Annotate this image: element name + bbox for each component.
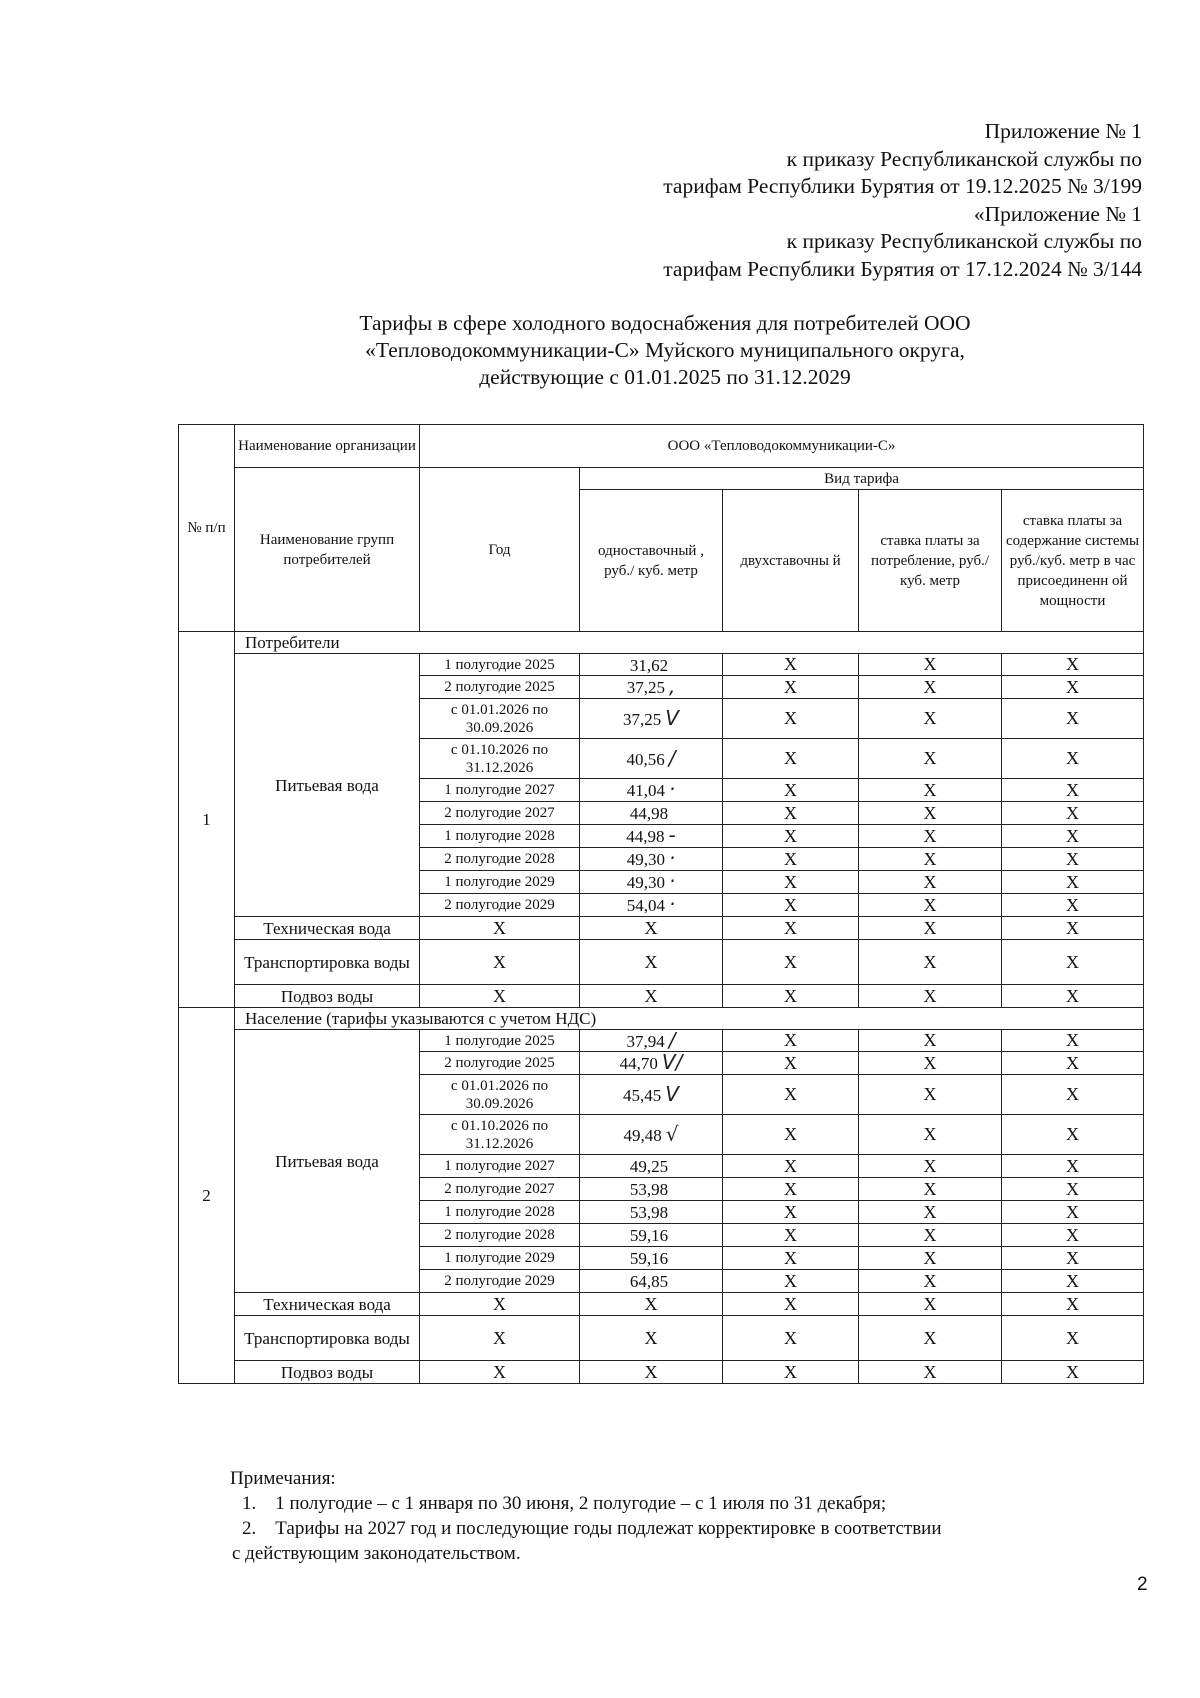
one-rate-value <box>580 739 723 779</box>
year-x: X <box>420 1361 580 1384</box>
capacity-x: X <box>1002 1030 1144 1052</box>
year-x: X <box>420 985 580 1008</box>
two-rate-x: X <box>723 1316 859 1361</box>
tariff-value: 54,04 <box>626 896 665 915</box>
capacity-x: X <box>1002 985 1144 1008</box>
notes <box>230 1466 1090 1566</box>
period-cell: 1 полугодие 2029 <box>420 871 580 894</box>
capacity-x: X <box>1002 1361 1144 1384</box>
handwritten-check-mark: · <box>668 847 676 870</box>
consumer-group: Техническая вода <box>235 917 420 940</box>
period-cell: 1 полугодие 2028 <box>420 825 580 848</box>
two-rate-x: X <box>723 825 859 848</box>
one-rate-value <box>580 1201 723 1224</box>
consumption-x: X <box>859 1293 1002 1316</box>
tariff-value: 49,48 <box>623 1125 662 1145</box>
capacity-x: X <box>1002 848 1144 871</box>
header-line: тарифам Республики Бурятия от 17.12.2024 № 3/144 <box>663 256 1142 281</box>
one-rate-value <box>580 1052 723 1075</box>
tariff-value: 40,56 <box>626 749 665 769</box>
consumption-x: X <box>859 871 1002 894</box>
capacity-x: X <box>1002 1155 1144 1178</box>
consumer-group: Питьевая вода <box>235 1030 420 1293</box>
capacity-x: X <box>1002 779 1144 802</box>
capacity-x: X <box>1002 676 1144 699</box>
header-line: к приказу Республиканской службы по <box>786 146 1142 171</box>
period-cell: с 01.10.2026 по 31.12.2026 <box>420 739 580 779</box>
header-tariff-type: Вид тарифа <box>580 468 1144 490</box>
two-rate-x: X <box>723 654 859 676</box>
handwritten-check-mark: - <box>668 824 676 847</box>
handwritten-check-mark: · <box>668 893 676 916</box>
one-rate-value <box>580 848 723 871</box>
tariff-value: 53,98 <box>629 1180 669 1199</box>
header-capacity: ставка платы за содержание системы руб./куб. метр в час присоединенн ой мощности <box>1002 490 1144 632</box>
consumption-x: X <box>859 1115 1002 1155</box>
one-rate-value <box>580 825 723 848</box>
one-rate-value <box>580 699 723 739</box>
tariff-value: 31,62 <box>629 655 669 675</box>
consumption-x: X <box>859 699 1002 739</box>
two-rate-x: X <box>723 779 859 802</box>
handwritten-check-mark: , <box>668 675 676 698</box>
one-rate-x: X <box>580 1361 723 1384</box>
capacity-x: X <box>1002 825 1144 848</box>
header-line: «Приложение № 1 <box>973 201 1142 226</box>
page-number: 2 <box>1137 1574 1148 1595</box>
two-rate-x: X <box>723 848 859 871</box>
two-rate-x: X <box>723 917 859 940</box>
two-rate-x: X <box>723 1052 859 1075</box>
consumption-x: X <box>859 739 1002 779</box>
one-rate-value <box>580 871 723 894</box>
consumption-x: X <box>859 1247 1002 1270</box>
note-item: 2. Тарифы на 2027 год и последующие годы подлежат корректировке в соответствии <box>242 1518 942 1539</box>
year-x: X <box>420 1316 580 1361</box>
tariff-value: 45,45 <box>623 1085 662 1105</box>
one-rate-value <box>580 1115 723 1155</box>
header-one-rate: одноставочный , руб./ куб. метр <box>580 490 723 632</box>
tariff-value: 41,04 <box>626 781 665 800</box>
one-rate-x: X <box>580 940 723 985</box>
handwritten-check-mark: V <box>665 705 679 730</box>
year-x: X <box>420 940 580 985</box>
two-rate-x: X <box>723 1247 859 1270</box>
section-number: 2 <box>179 1008 235 1384</box>
period-cell: 2 полугодие 2027 <box>420 802 580 825</box>
period-cell: с 01.10.2026 по 31.12.2026 <box>420 1115 580 1155</box>
tariff-value: 53,98 <box>629 1203 669 1222</box>
year-x: X <box>420 917 580 940</box>
one-rate-value <box>580 676 723 699</box>
header-groups: Наименование групп потребителей <box>235 468 420 632</box>
tariff-value: 37,25 <box>626 678 665 697</box>
header-line: тарифам Республики Бурятия от 19.12.2025 № 3/199 <box>663 174 1142 198</box>
consumer-group: Подвоз воды <box>235 1361 420 1384</box>
one-rate-x: X <box>580 1316 723 1361</box>
capacity-x: X <box>1002 1270 1144 1293</box>
two-rate-x: X <box>723 1075 859 1115</box>
two-rate-x: X <box>723 699 859 739</box>
consumption-x: X <box>859 1201 1002 1224</box>
capacity-x: X <box>1002 739 1144 779</box>
consumption-x: X <box>859 825 1002 848</box>
handwritten-check-mark: · <box>668 870 676 893</box>
consumption-x: X <box>859 654 1002 676</box>
consumption-x: X <box>859 1361 1002 1384</box>
year-x: X <box>420 1293 580 1316</box>
tariff-value: 44,98 <box>629 804 669 823</box>
header-consumption: ставка платы за потребление, руб./ куб. метр <box>859 490 1002 632</box>
consumer-group: Техническая вода <box>235 1293 420 1316</box>
capacity-x: X <box>1002 1316 1144 1361</box>
two-rate-x: X <box>723 940 859 985</box>
one-rate-value <box>580 779 723 802</box>
period-cell: 2 полугодие 2025 <box>420 1052 580 1075</box>
consumption-x: X <box>859 1030 1002 1052</box>
period-cell: 1 полугодие 2029 <box>420 1247 580 1270</box>
tariff-value: 64,85 <box>629 1272 669 1291</box>
period-cell: с 01.01.2026 по 30.09.2026 <box>420 1075 580 1115</box>
period-cell: 2 полугодие 2029 <box>420 1270 580 1293</box>
consumption-x: X <box>859 894 1002 917</box>
one-rate-x: X <box>580 1293 723 1316</box>
tariff-value: 59,16 <box>629 1226 669 1245</box>
tariff-value: 49,30 <box>626 850 665 869</box>
section-label: Население (тарифы указываются с учетом НДС) <box>235 1008 1144 1030</box>
capacity-x: X <box>1002 699 1144 739</box>
tariff-value: 37,25 <box>623 709 662 729</box>
capacity-x: X <box>1002 1115 1144 1155</box>
title-line: действующие с 01.01.2025 по 31.12.2029 <box>479 365 851 389</box>
one-rate-value <box>580 802 723 825</box>
consumption-x: X <box>859 917 1002 940</box>
capacity-x: X <box>1002 894 1144 917</box>
header-two-rate: двухставочны й <box>723 490 859 632</box>
one-rate-value <box>580 1247 723 1270</box>
section-number: 1 <box>179 632 235 1008</box>
consumption-x: X <box>859 1155 1002 1178</box>
capacity-x: X <box>1002 802 1144 825</box>
one-rate-value <box>580 1030 723 1052</box>
period-cell: с 01.01.2026 по 30.09.2026 <box>420 699 580 739</box>
handwritten-check-mark: / <box>668 1029 676 1052</box>
consumer-group: Транспортировка воды <box>235 1316 420 1361</box>
capacity-x: X <box>1002 917 1144 940</box>
period-cell: 2 полугодие 2028 <box>420 1224 580 1247</box>
period-cell: 2 полугодие 2028 <box>420 848 580 871</box>
consumption-x: X <box>859 779 1002 802</box>
capacity-x: X <box>1002 654 1144 676</box>
tariff-table <box>178 424 1144 1384</box>
consumer-group: Питьевая вода <box>235 654 420 917</box>
one-rate-value <box>580 1178 723 1201</box>
handwritten-check-mark: V <box>665 1081 679 1106</box>
period-cell: 1 полугодие 2027 <box>420 1155 580 1178</box>
tariff-value: 44,98 <box>626 827 665 846</box>
period-cell: 2 полугодие 2025 <box>420 676 580 699</box>
note-item: с действующим законодательством. <box>232 1543 521 1564</box>
two-rate-x: X <box>723 676 859 699</box>
consumption-x: X <box>859 1075 1002 1115</box>
two-rate-x: X <box>723 871 859 894</box>
header-num: № п/п <box>179 425 235 632</box>
two-rate-x: X <box>723 1361 859 1384</box>
two-rate-x: X <box>723 1030 859 1052</box>
notes-heading: Примечания: <box>230 1468 336 1489</box>
header-org-name: ООО «Тепловодокоммуникации-С» <box>420 425 1144 468</box>
consumption-x: X <box>859 985 1002 1008</box>
two-rate-x: X <box>723 1293 859 1316</box>
document-title <box>0 310 1200 391</box>
handwritten-check-mark: · <box>668 778 676 801</box>
tariff-value: 49,25 <box>629 1157 669 1176</box>
header-org-label: Наименование организации <box>235 425 420 468</box>
tariff-value: 59,16 <box>629 1249 669 1268</box>
period-cell: 1 полугодие 2028 <box>420 1201 580 1224</box>
title-line: Тарифы в сфере холодного водоснабжения для потребителей ООО <box>359 311 971 335</box>
capacity-x: X <box>1002 1293 1144 1316</box>
capacity-x: X <box>1002 940 1144 985</box>
consumption-x: X <box>859 1178 1002 1201</box>
period-cell: 1 полугодие 2025 <box>420 654 580 676</box>
header-line: Приложение № 1 <box>984 119 1142 143</box>
one-rate-value <box>580 894 723 917</box>
consumption-x: X <box>859 1316 1002 1361</box>
consumption-x: X <box>859 848 1002 871</box>
title-line: «Тепловодокоммуникации-С» Муйского муниципального округа, <box>365 338 965 362</box>
appendix-header <box>663 118 1142 283</box>
tariff-value: 49,30 <box>626 873 665 892</box>
capacity-x: X <box>1002 1201 1144 1224</box>
two-rate-x: X <box>723 1270 859 1293</box>
consumption-x: X <box>859 802 1002 825</box>
two-rate-x: X <box>723 985 859 1008</box>
note-item: 1. 1 полугодие – с 1 января по 30 июня, 2 полугодие – с 1 июля по 31 декабря; <box>242 1493 887 1514</box>
consumer-group: Транспортировка воды <box>235 940 420 985</box>
tariff-value: 37,94 <box>626 1031 665 1051</box>
consumption-x: X <box>859 1052 1002 1075</box>
handwritten-check-mark: / <box>668 745 676 770</box>
consumer-group: Подвоз воды <box>235 985 420 1008</box>
capacity-x: X <box>1002 1178 1144 1201</box>
one-rate-x: X <box>580 985 723 1008</box>
two-rate-x: X <box>723 1224 859 1247</box>
capacity-x: X <box>1002 1075 1144 1115</box>
period-cell: 1 полугодие 2027 <box>420 779 580 802</box>
header-year: Год <box>420 468 580 632</box>
capacity-x: X <box>1002 871 1144 894</box>
two-rate-x: X <box>723 1115 859 1155</box>
capacity-x: X <box>1002 1247 1144 1270</box>
two-rate-x: X <box>723 894 859 917</box>
period-cell: 1 полугодие 2025 <box>420 1030 580 1052</box>
capacity-x: X <box>1002 1052 1144 1075</box>
two-rate-x: X <box>723 739 859 779</box>
one-rate-value <box>580 1224 723 1247</box>
consumption-x: X <box>859 676 1002 699</box>
period-cell: 2 полугодие 2029 <box>420 894 580 917</box>
one-rate-value <box>580 1270 723 1293</box>
consumption-x: X <box>859 940 1002 985</box>
one-rate-x: X <box>580 917 723 940</box>
consumption-x: X <box>859 1224 1002 1247</box>
handwritten-check-mark: √ <box>665 1121 679 1146</box>
one-rate-value <box>580 654 723 676</box>
tariff-value: 44,70 <box>619 1054 658 1073</box>
header-line: к приказу Республиканской службы по <box>786 229 1142 253</box>
one-rate-value <box>580 1155 723 1178</box>
consumption-x: X <box>859 1270 1002 1293</box>
two-rate-x: X <box>723 1155 859 1178</box>
two-rate-x: X <box>723 1178 859 1201</box>
capacity-x: X <box>1002 1224 1144 1247</box>
two-rate-x: X <box>723 1201 859 1224</box>
period-cell: 2 полугодие 2027 <box>420 1178 580 1201</box>
handwritten-check-mark: V/ <box>661 1051 683 1074</box>
two-rate-x: X <box>723 802 859 825</box>
one-rate-value <box>580 1075 723 1115</box>
section-label: Потребители <box>235 632 1144 654</box>
